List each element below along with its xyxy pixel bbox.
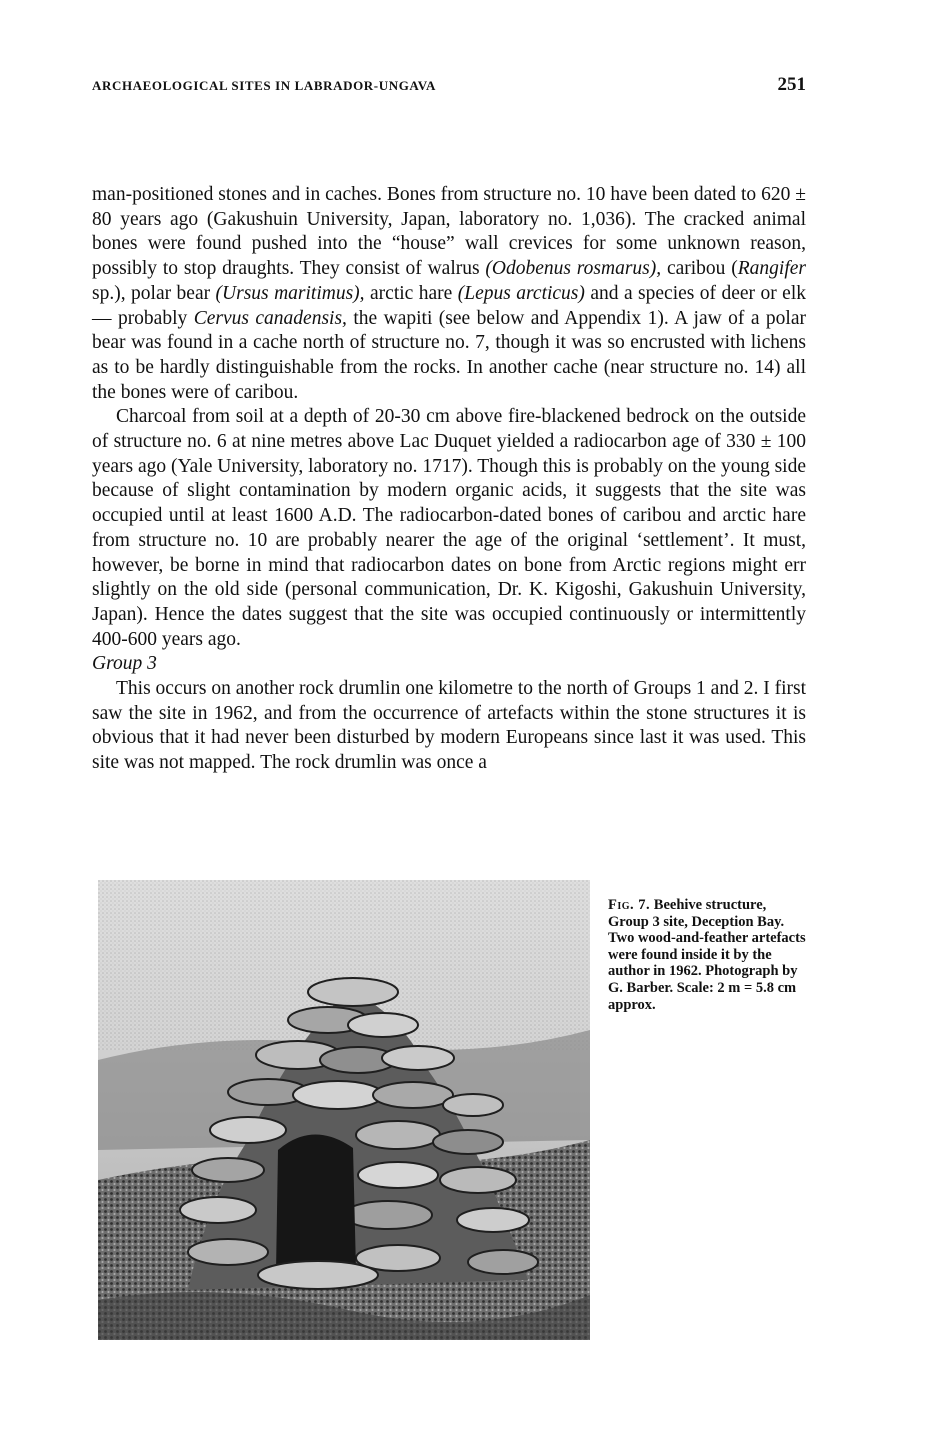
- paragraph-3: This occurs on another rock drumlin one kilometre to the north of Groups 1 and 2. I first saw the site in 1962, and from the occurrence of artefacts within the stone structures it is obvious that it had never been disturbed by modern Europeans since last it was used. This site was not mapped. The rock drumlin was once a: [92, 678, 806, 774]
- section-heading: Group 3: [92, 653, 157, 675]
- beehive-structure-photo: [98, 880, 590, 1340]
- paragraph-1: man-positioned stones and in caches. Bones from structure no. 10 have been dated to 620 ± 80 years ago (Gakushuin University, Japan, laboratory no. 1,036). The cracked animal bones were found pushed into the “house” wall crevices for some unknown reason, possibly to stop draughts. They consist of walrus (Odobenus rosmarus), caribou (Rangifer sp.), polar bear (Ursus maritimus), arctic hare (Lepus arcticus) and a species of deer or elk — probably Cervus canadensis, the wapiti (see below and Appendix 1). A jaw of a polar bear was found in a cache north of structure no. 7, though it was so encrusted with lichens as to be hardly distinguishable from the rocks. In another cache (near structure no. 14) all the bones were of caribou.: [92, 184, 807, 403]
- figure-caption: [608, 897, 808, 1013]
- paragraph-2: Charcoal from soil at a depth of 20-30 cm above fire-blackened bedrock on the outside of structure no. 6 at nine metres above Lac Duquet yielded a radiocarbon age of 330 ± 100 years ago (Yale University, laboratory no. 1717). Though this is probably on the young side because of slight contamination by modern organic acids, it suggests that the site was occupied until at least 1600 A.D. The radiocarbon-dated bones of caribou and arctic hare from structure no. 10 are probably nearer the age of the original ‘settlement’. It must, however, be borne in mind that radiocarbon dates on bone from Arctic regions might err slightly on the old side (personal communication, Dr. K. Kigoshi, Gakushuin University, Japan). Hence the dates suggest that the site was occupied continuously or intermittently 400-600 years ago.: [92, 406, 806, 650]
- figure-caption-text: Beehive structure, Group 3 site, Deception Bay. Two wood-and-feather artefacts were found inside it by the author in 1962. Photograph by G. Barber. Scale: 2 m = 5.8 cm approx.: [608, 897, 806, 1013]
- running-head: ARCHAEOLOGICAL SITES IN LABRADOR-UNGAVA: [92, 78, 437, 93]
- body-text: [92, 183, 806, 776]
- figure-label: Fig. 7.: [608, 897, 651, 913]
- page-header: [92, 74, 806, 96]
- page-number: 251: [777, 74, 806, 95]
